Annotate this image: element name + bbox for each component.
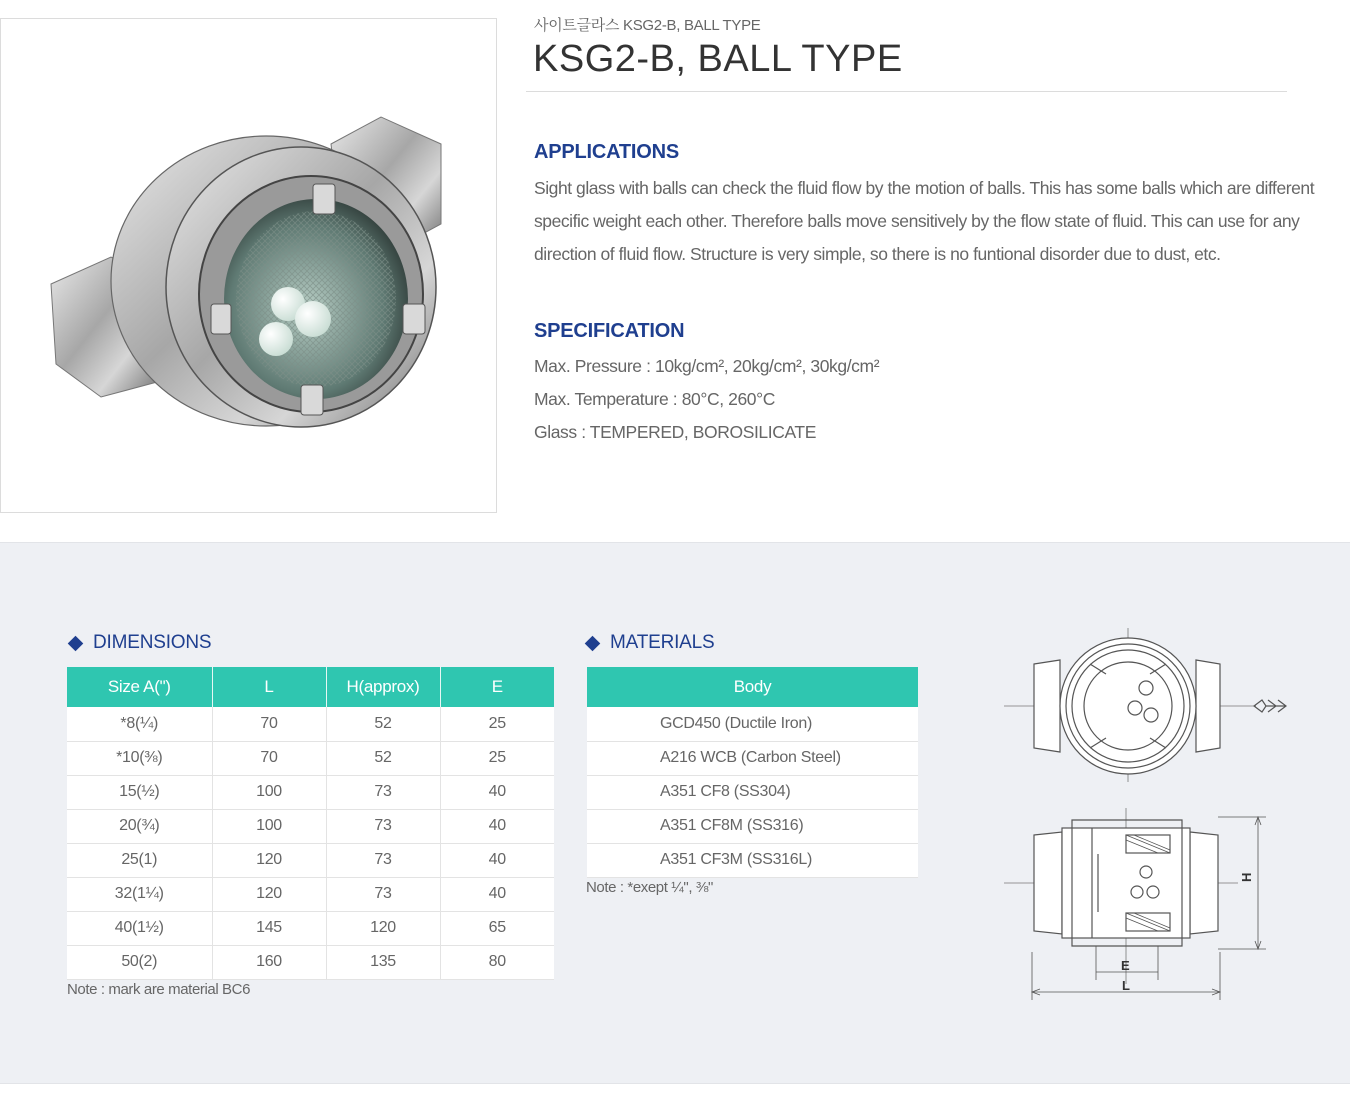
cell-size: 25(1) [67, 843, 212, 877]
dimension-label-h: H [1239, 872, 1254, 882]
spec-item-pressure: Max. Pressure : 10kg/cm², 20kg/cm², 30kg/cm² [534, 356, 880, 376]
applications-heading: APPLICATIONS [534, 141, 680, 163]
technical-drawing [998, 620, 1298, 1010]
column-header-l: L [212, 667, 326, 707]
page-title: KSG2-B, BALL TYPE [533, 38, 903, 80]
dimension-label-l: L [1122, 978, 1130, 993]
cell-l: 120 [212, 843, 326, 877]
cell-e: 40 [440, 775, 554, 809]
table-row [67, 775, 554, 809]
dimension-label-e: E [1121, 958, 1130, 973]
spec-item-glass: Glass : TEMPERED, BOROSILICATE [534, 422, 816, 442]
specification-list [534, 350, 879, 449]
table-row [587, 809, 918, 843]
product-photo [1, 19, 496, 512]
dimensions-heading-label: DIMENSIONS [93, 632, 212, 653]
cell-h: 73 [326, 877, 440, 911]
cell-h: 52 [326, 707, 440, 741]
cell-material: A351 CF8 (SS304) [587, 775, 918, 809]
cell-material: A216 WCB (Carbon Steel) [587, 741, 918, 775]
cell-l: 145 [212, 911, 326, 945]
table-row [67, 707, 554, 741]
cell-e: 40 [440, 877, 554, 911]
cell-h: 52 [326, 741, 440, 775]
table-row [67, 809, 554, 843]
cell-e: 25 [440, 741, 554, 775]
cell-h: 73 [326, 809, 440, 843]
applications-text: Sight glass with balls can check the fluid flow by the motion of balls. This has some balls which are different specific weight each other. Therefore balls move sensitively by the flow state of fluid. This can use for any direction of fluid flow. Structure is very simple, so there is no funtional disorder due to dust, etc. [534, 178, 1315, 264]
cell-size: 32(1¼) [67, 877, 212, 911]
table-row [67, 843, 554, 877]
cell-l: 120 [212, 877, 326, 911]
dimensions-table [67, 667, 554, 980]
cell-size: 15(½) [67, 775, 212, 809]
table-row [67, 911, 554, 945]
cell-l: 160 [212, 945, 326, 979]
cell-h: 73 [326, 843, 440, 877]
table-row [587, 775, 918, 809]
cell-size: 20(¾) [67, 809, 212, 843]
cell-h: 135 [326, 945, 440, 979]
materials-heading-label: MATERIALS [610, 632, 715, 653]
cell-l: 70 [212, 707, 326, 741]
materials-note: Note : *exept ¼", ⅜" [586, 879, 713, 896]
cell-l: 100 [212, 775, 326, 809]
table-row [67, 877, 554, 911]
cell-material: A351 CF3M (SS316L) [587, 843, 918, 877]
title-divider [526, 91, 1287, 92]
table-row [587, 843, 918, 877]
cell-h: 73 [326, 775, 440, 809]
table-row [67, 945, 554, 979]
cell-size: 40(1½) [67, 911, 212, 945]
dimensions-note: Note : mark are material BC6 [67, 981, 251, 998]
column-header-h: H(approx) [326, 667, 440, 707]
cell-h: 120 [326, 911, 440, 945]
column-header-body: Body [587, 667, 918, 707]
cell-size: *8(¼) [67, 707, 212, 741]
materials-heading [584, 632, 714, 654]
cell-e: 65 [440, 911, 554, 945]
spec-item-temperature: Max. Temperature : 80°C, 260°C [534, 389, 775, 409]
table-header-row [67, 667, 554, 707]
materials-table [587, 667, 918, 878]
column-header-e: E [440, 667, 554, 707]
column-header-size: Size A(") [67, 667, 212, 707]
specification-heading: SPECIFICATION [534, 320, 685, 342]
cell-l: 100 [212, 809, 326, 843]
cell-size: *10(⅜) [67, 741, 212, 775]
table-row [587, 707, 918, 741]
diamond-bullet-icon [68, 635, 84, 651]
product-photo-frame [0, 18, 497, 513]
table-header-row [587, 667, 918, 707]
diamond-bullet-icon [585, 635, 601, 651]
table-row [67, 741, 554, 775]
cell-e: 25 [440, 707, 554, 741]
cell-material: GCD450 (Ductile Iron) [587, 707, 918, 741]
cell-material: A351 CF8M (SS316) [587, 809, 918, 843]
cell-e: 40 [440, 843, 554, 877]
table-row [587, 741, 918, 775]
cell-size: 50(2) [67, 945, 212, 979]
breadcrumb: 사이트글라스 KSG2-B, BALL TYPE [534, 17, 761, 34]
dimensions-heading [67, 632, 211, 654]
cell-e: 80 [440, 945, 554, 979]
cell-e: 40 [440, 809, 554, 843]
cell-l: 70 [212, 741, 326, 775]
